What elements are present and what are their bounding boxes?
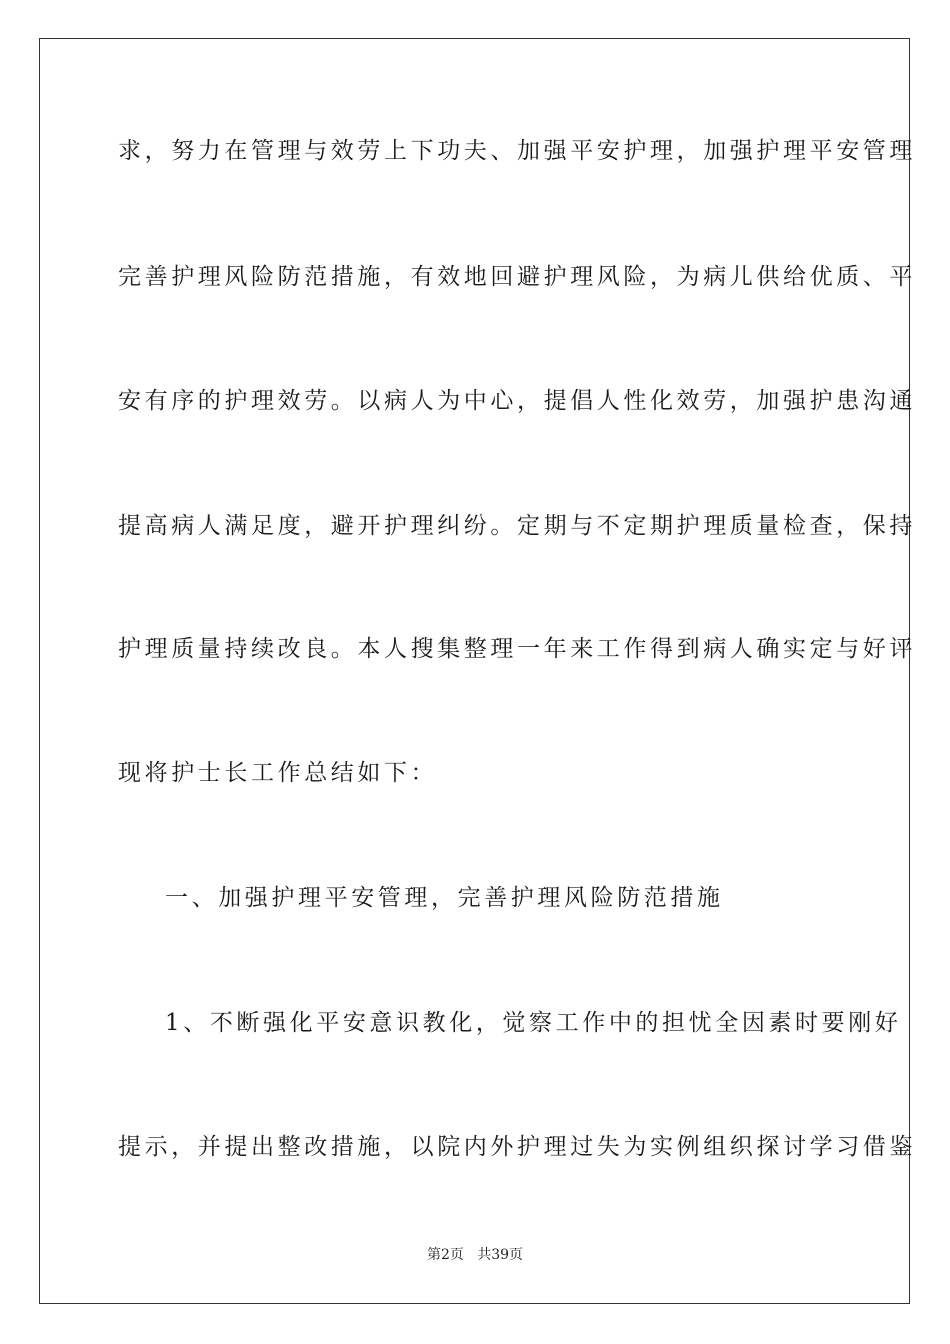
body-text-line: 提示，并提出整改措施，以院内外护理过失为实例组织探讨学习借鉴: [118, 1134, 916, 1160]
section-heading: 一、加强护理平安管理，完善护理风险防范措施: [165, 885, 724, 911]
body-text-line: 护理质量持续改良。本人搜集整理一年来工作得到病人确实定与好评: [118, 636, 916, 662]
body-text-line: 1、不断强化平安意识教化，觉察工作中的担忧全因素时要刚好: [165, 1010, 902, 1036]
body-text-line: 提高病人满足度，避开护理纠纷。定期与不定期护理质量检查，保持: [118, 513, 916, 539]
body-text-line: 现将护士长工作总结如下：: [118, 760, 438, 786]
page-number-footer: 第2页 共39页: [426, 1247, 524, 1263]
body-text-line: 安有序的护理效劳。以病人为中心，提倡人性化效劳，加强护患沟通: [118, 388, 916, 414]
body-text-line: 完善护理风险防范措施，有效地回避护理风险，为病儿供给优质、平: [118, 264, 916, 290]
page-border: [39, 38, 916, 1304]
body-text-line: 求，努力在管理与效劳上下功夫、加强平安护理，加强护理平安管理: [118, 138, 916, 164]
